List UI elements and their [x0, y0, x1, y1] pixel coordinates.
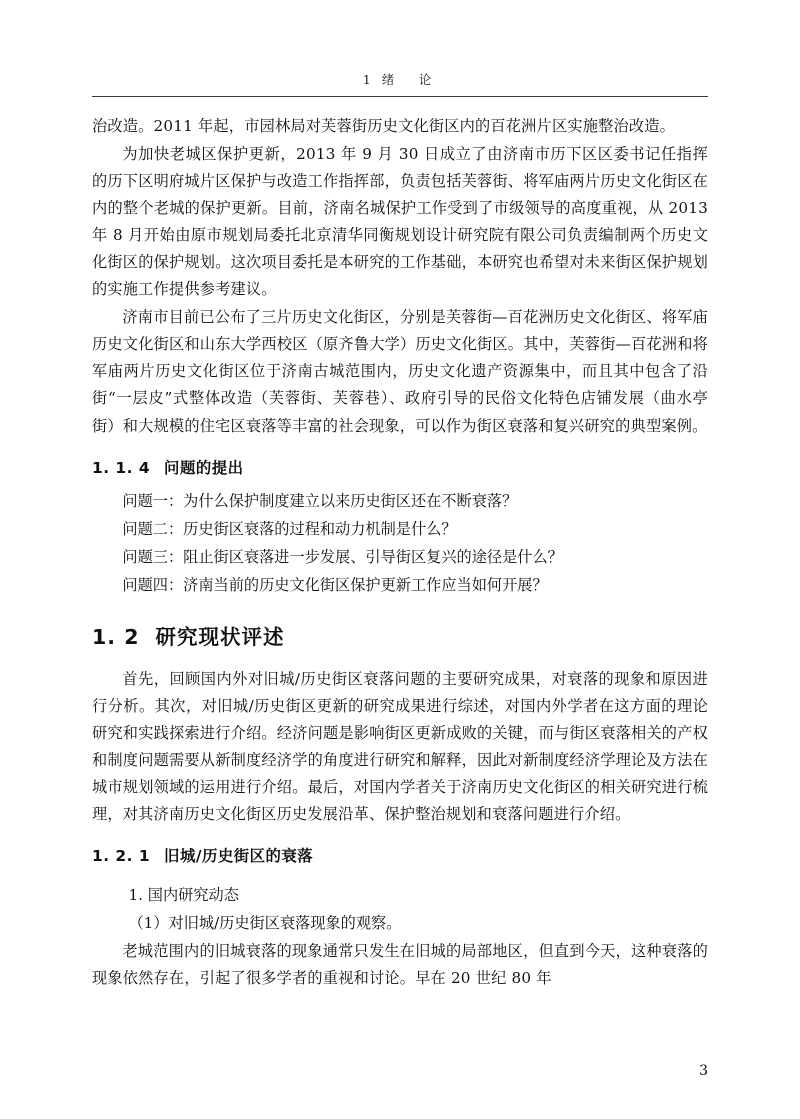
paragraph-announced-districts: 济南市目前已公布了三片历史文化街区，分别是芙蓉街—百花洲历史文化街区、将军庙历史文化街区和山东大学西校区（原齐鲁大学）历史文化街区。其中，芙蓉街—百花洲和将军庙两片历史文化街区位于济南古城范围内，历史文化遗产资源集中，而且其中包含了沿街“一层皮”式整体改造（芙蓉街、芙蓉巷）、政府引导的民俗文化特色店铺发展（曲水亭街）和大规模的住宅区衰落等丰富的社会现象，可以作为街区衰落和复兴研究的典型案例。: [92, 308, 708, 435]
question-item: 问题四：济南当前的历史文化街区保护更新工作应当如何开展？: [122, 575, 548, 594]
page-number: 3: [699, 1063, 708, 1079]
question-item: 问题一：为什么保护制度建立以来历史街区还在不断衰落？: [122, 491, 518, 510]
paragraph-research-review-intro: 首先，回顾国内外对旧城/历史街区衰落问题的主要研究成果，对衰落的现象和原因进行分析。其次，对旧城/历史街区更新的研究成果进行综述，对国内外学者在这方面的理论研究和实践探索进行介绍。经济问题是影响街区更新成败的关键，而与街区衰落相关的产权和制度问题需要从新制度经济学的角度进行研究和解释，因此对新制度经济学理论及方法在城市规划领域的运用进行介绍。最后，对国内学者关于济南历史文化街区的相关研究进行梳理，对其济南历史文化街区历史发展沿革、保护整治规划和衰落问题进行介绍。: [92, 670, 708, 824]
header-chapter-title: 绪 论: [381, 72, 438, 87]
list-item-domestic-research: 1. 国内研究动态: [128, 886, 239, 905]
subsection-title-1-1-4: 问题的提出: [164, 458, 244, 477]
subsection-title-1-2-1: 旧城/历史街区的衰落: [164, 847, 314, 866]
paragraph-protection-update: 为加快老城区保护更新，2013 年 9 月 30 日成立了由济南市历下区区委书记任指挥的历下区明府城片区保护与改造工作指挥部，负责包括芙蓉街、将军庙两片历史文化街区在内的整个老城的保护更新。目前，济南名城保护工作受到了市级领导的高度重视，从 2013 年 8 月开始由原市规划局委托北京清华同衡规划设计研究院有限公司负责编制两个历史文化街区的保护规划。这次项目委托是本研究的工作基础，本研究也希望对未来街区保护规划的实施工作提供参考建议。: [92, 145, 708, 299]
section-heading-1-2: [92, 620, 708, 650]
header-divider: [92, 96, 708, 97]
subsection-heading-1-2-1: [92, 844, 708, 866]
header-chapter-number: 1: [362, 72, 372, 87]
question-item: 问题二：历史街区衰落的过程和动力机制是什么？: [122, 519, 457, 538]
subsection-number-1-2-1: 1. 2. 1: [92, 847, 151, 866]
section-number-1-2: 1. 2: [92, 625, 140, 650]
paragraph-continued: 治改造。2011 年起，市园林局对芙蓉街历史文化街区内的百花洲片区实施整治改造。: [92, 117, 676, 135]
subsection-heading-1-1-4: [92, 456, 708, 478]
paragraph-decline-phenomenon: 老城范围内的旧城衰落的现象通常只发生在旧城的局部地区，但直到今天，这种衰落的现象依然存在，引起了很多学者的重视和讨论。早在 20 世纪 80 年: [92, 941, 708, 987]
list-item-observation: （1）对旧城/历史街区衰落现象的观察。: [128, 914, 402, 933]
page-header: [92, 70, 708, 96]
question-item: 问题三：阻止街区衰落进一步发展、引导街区复兴的途径是什么？: [122, 547, 563, 566]
subsection-number-1-1-4: 1. 1. 4: [92, 458, 151, 477]
section-title-1-2: 研究现状评述: [155, 625, 285, 650]
